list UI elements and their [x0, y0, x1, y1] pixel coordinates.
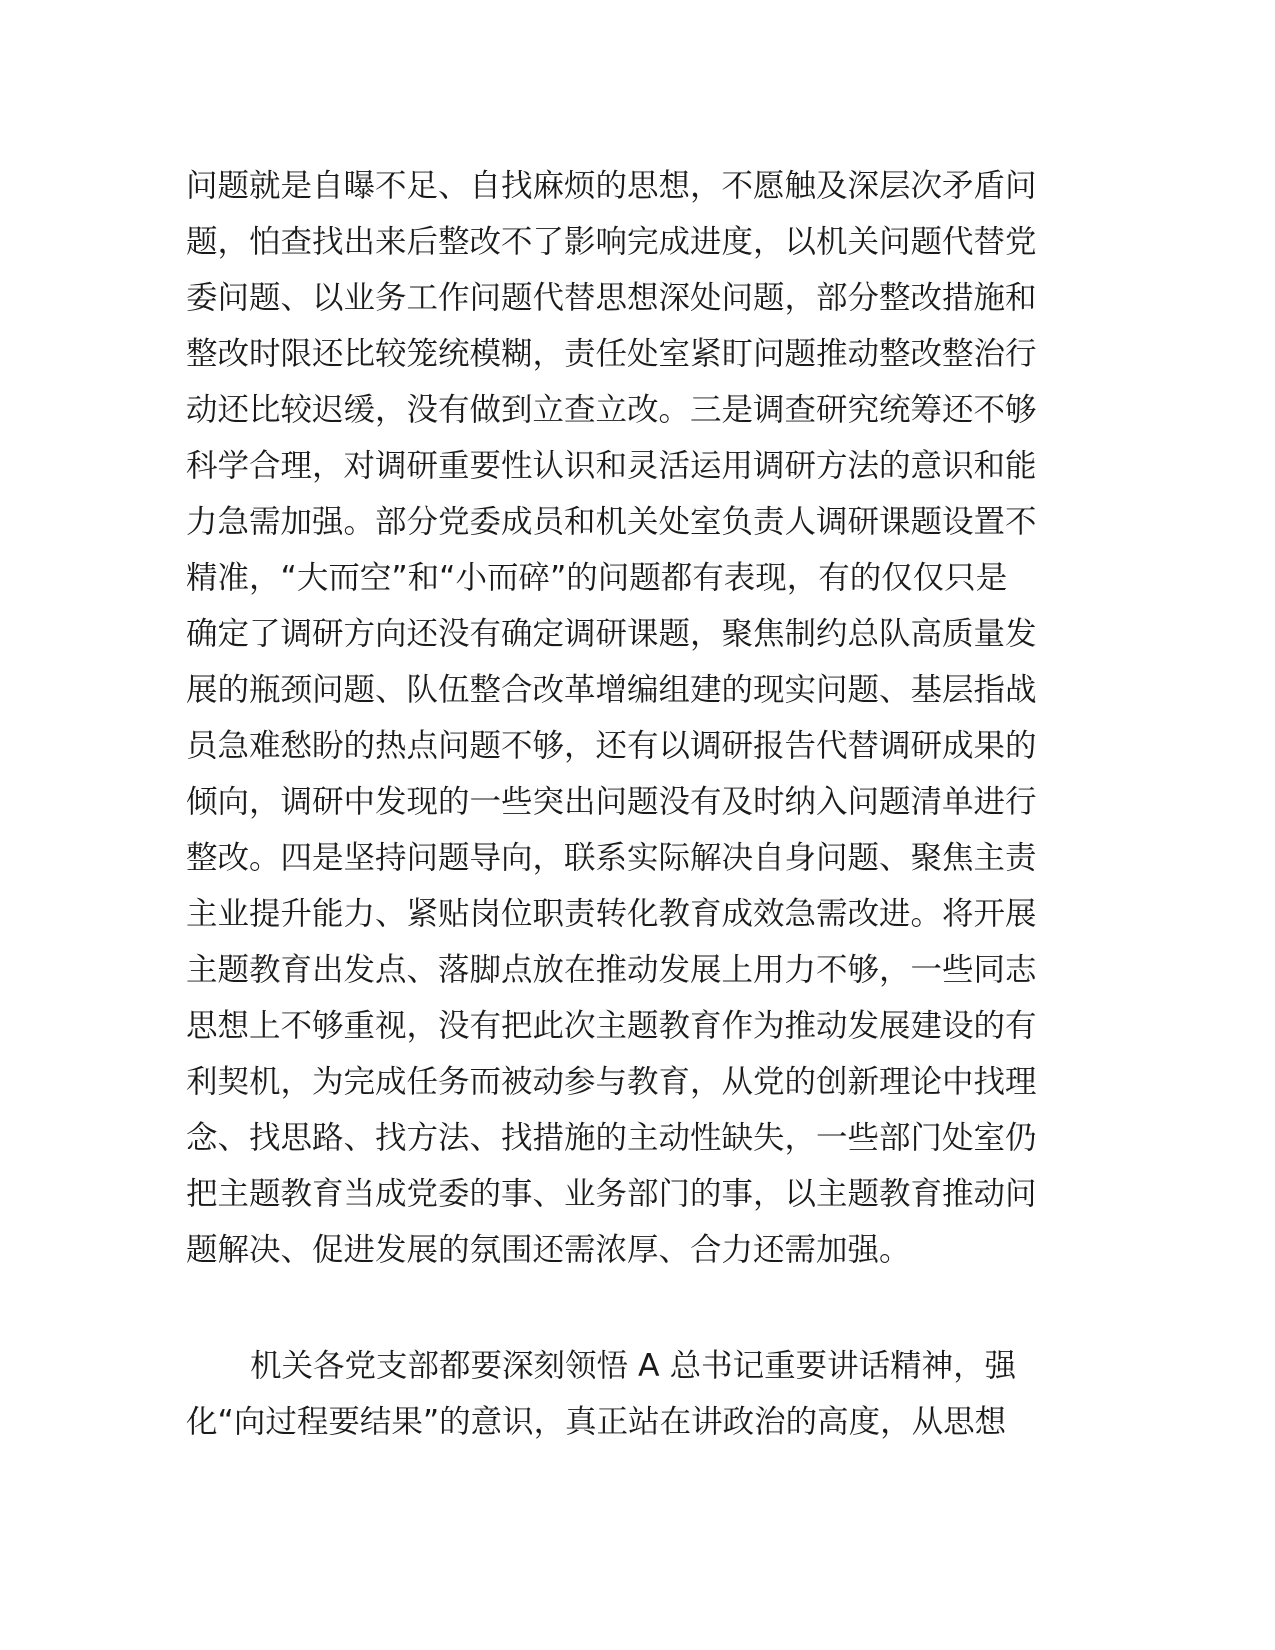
text-line: 思想上不够重视，没有把此次主题教育作为推动发展建设的有: [186, 1008, 1037, 1044]
text-line: 倾向，调研中发现的一些突出问题没有及时纳入问题清单进行: [186, 784, 1037, 820]
text-line: 精准，“大而空”和“小而碎”的问题都有表现，有的仅仅只是: [186, 560, 1008, 596]
text-line: 展的瓶颈问题、队伍整合改革增编组建的现实问题、基层指战: [186, 672, 1037, 708]
text-line: 委问题、以业务工作问题代替思想深处问题，部分整改措施和: [186, 280, 1037, 316]
text-line: 化“向过程要结果”的意识，真正站在讲政治的高度，从思想: [186, 1404, 1007, 1440]
text-line: 题解决、促进发展的氛围还需浓厚、合力还需加强。: [186, 1232, 911, 1268]
text-line: 问题就是自曝不足、自找麻烦的思想，不愿触及深层次矛盾问: [186, 168, 1037, 204]
text-line: 念、找思路、找方法、找措施的主动性缺失，一些部门处室仍: [186, 1120, 1037, 1156]
text-line: 主业提升能力、紧贴岗位职责转化教育成效急需改进。将开展: [186, 896, 1037, 932]
text-line: 整改时限还比较笼统模糊，责任处室紧盯问题推动整改整治行: [186, 336, 1037, 372]
text-line: 题，怕查找出来后整改不了影响完成进度，以机关问题代替党: [186, 224, 1037, 260]
text-line: 动还比较迟缓，没有做到立查立改。三是调查研究统筹还不够: [186, 392, 1037, 428]
text-line: 员急难愁盼的热点问题不够，还有以调研报告代替调研成果的: [186, 728, 1037, 764]
text-line: 利契机，为完成任务而被动参与教育，从党的创新理论中找理: [186, 1064, 1037, 1100]
text-line: 机关各党支部都要深刻领悟 A 总书记重要讲话精神，强: [250, 1348, 1017, 1384]
text-line: 把主题教育当成党委的事、业务部门的事，以主题教育推动问: [186, 1176, 1037, 1212]
text-line: 科学合理，对调研重要性认识和灵活运用调研方法的意识和能: [186, 448, 1037, 484]
text-line: 力急需加强。部分党委成员和机关处室负责人调研课题设置不: [186, 504, 1037, 540]
text-line: 主题教育出发点、落脚点放在推动发展上用力不够，一些同志: [186, 952, 1037, 988]
text-line: 确定了调研方向还没有确定调研课题，聚焦制约总队高质量发: [186, 616, 1037, 652]
paragraph-2: [186, 1338, 1086, 1450]
text-line: 整改。四是坚持问题导向，联系实际解决自身问题、聚焦主责: [186, 840, 1037, 876]
paragraph-1: [186, 158, 1086, 1278]
